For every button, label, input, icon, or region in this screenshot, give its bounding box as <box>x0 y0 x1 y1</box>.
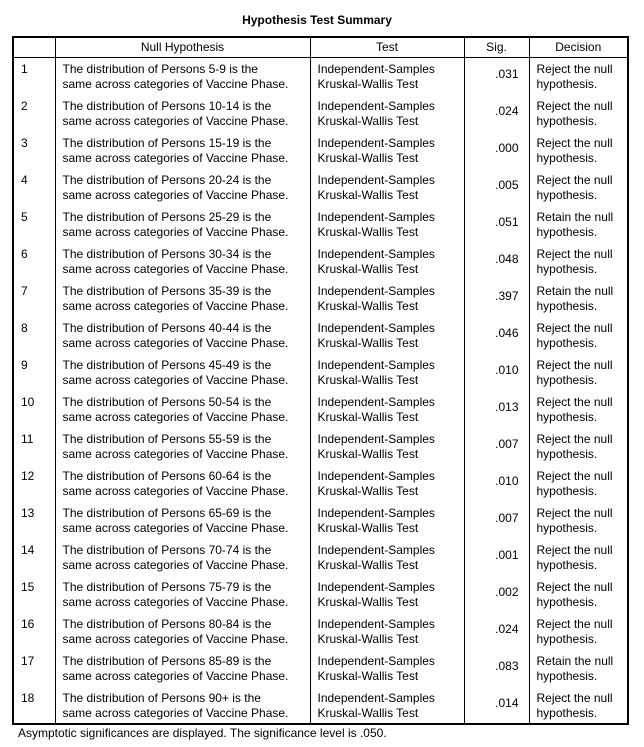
null-hypothesis-cell <box>55 465 310 502</box>
decision-line-1: Reject the null <box>536 320 613 335</box>
test-line-1: Independent-Samples <box>317 542 435 557</box>
table-row <box>13 58 628 95</box>
table-row <box>13 95 628 132</box>
header-row <box>13 37 628 58</box>
test-cell <box>310 280 464 317</box>
decision-cell <box>529 95 628 132</box>
table-row <box>13 132 628 169</box>
sig-cell: .024 <box>464 613 529 650</box>
test-line-1: Independent-Samples <box>317 468 435 483</box>
test-cell <box>310 428 464 465</box>
decision-line-1: Reject the null <box>536 357 613 372</box>
row-number: 10 <box>21 394 35 409</box>
null-hypothesis-cell <box>55 539 310 576</box>
test-line-2: Kruskal-Wallis Test <box>317 409 419 424</box>
sig-cell: .002 <box>464 576 529 613</box>
null-hypothesis-cell <box>55 95 310 132</box>
null-hypothesis-line-2: same across categories of Vaccine Phase. <box>62 594 289 609</box>
decision-line-2: hypothesis. <box>536 520 598 535</box>
test-line-2: Kruskal-Wallis Test <box>317 298 419 313</box>
decision-cell <box>529 354 628 391</box>
test-line-2: Kruskal-Wallis Test <box>317 372 419 387</box>
null-hypothesis-line-2: same across categories of Vaccine Phase. <box>62 113 289 128</box>
null-hypothesis-line-1: The distribution of Persons 20-24 is the <box>62 172 272 187</box>
test-line-2: Kruskal-Wallis Test <box>317 520 419 535</box>
test-line-2: Kruskal-Wallis Test <box>317 705 419 720</box>
test-line-2: Kruskal-Wallis Test <box>317 631 419 646</box>
decision-line-2: hypothesis. <box>536 483 598 498</box>
test-line-1: Independent-Samples <box>317 98 435 113</box>
decision-cell <box>529 687 628 724</box>
test-cell <box>310 465 464 502</box>
sig-cell: .014 <box>464 687 529 724</box>
test-line-2: Kruskal-Wallis Test <box>317 113 419 128</box>
test-line-1: Independent-Samples <box>317 579 435 594</box>
sig-cell: .007 <box>464 502 529 539</box>
decision-cell <box>529 317 628 354</box>
test-line-1: Independent-Samples <box>317 135 435 150</box>
test-line-2: Kruskal-Wallis Test <box>317 594 419 609</box>
row-number: 3 <box>21 135 28 150</box>
decision-line-2: hypothesis. <box>536 113 598 128</box>
null-hypothesis-cell <box>55 169 310 206</box>
test-line-2: Kruskal-Wallis Test <box>317 261 419 276</box>
test-line-2: Kruskal-Wallis Test <box>317 77 419 91</box>
test-line-2: Kruskal-Wallis Test <box>317 150 419 165</box>
header-sig: Sig. <box>464 37 529 58</box>
null-hypothesis-line-1: The distribution of Persons 25-29 is the <box>62 209 272 224</box>
test-cell <box>310 95 464 132</box>
null-hypothesis-cell <box>55 317 310 354</box>
decision-line-2: hypothesis. <box>536 557 598 572</box>
row-number: 5 <box>21 209 28 224</box>
decision-line-2: hypothesis. <box>536 668 598 683</box>
decision-cell <box>529 428 628 465</box>
decision-cell <box>529 391 628 428</box>
table-row <box>13 280 628 317</box>
null-hypothesis-cell <box>55 206 310 243</box>
test-cell <box>310 317 464 354</box>
decision-line-1: Reject the null <box>536 579 613 594</box>
row-number: 11 <box>21 431 34 446</box>
test-line-2: Kruskal-Wallis Test <box>317 483 419 498</box>
test-cell <box>310 576 464 613</box>
null-hypothesis-line-2: same across categories of Vaccine Phase. <box>62 224 289 239</box>
test-line-1: Independent-Samples <box>317 283 435 298</box>
sig-cell: .001 <box>464 539 529 576</box>
decision-line-2: hypothesis. <box>536 224 598 239</box>
table-row <box>13 539 628 576</box>
decision-line-2: hypothesis. <box>536 372 598 387</box>
decision-line-2: hypothesis. <box>536 150 598 165</box>
decision-cell <box>529 502 628 539</box>
null-hypothesis-line-1: The distribution of Persons 10-14 is the <box>62 98 272 113</box>
null-hypothesis-line-2: same across categories of Vaccine Phase. <box>62 483 289 498</box>
null-hypothesis-line-2: same across categories of Vaccine Phase. <box>62 150 289 165</box>
test-cell <box>310 613 464 650</box>
null-hypothesis-line-1: The distribution of Persons 90+ is the <box>62 690 261 705</box>
sig-cell: .051 <box>464 206 529 243</box>
table-row <box>13 317 628 354</box>
table-row <box>13 650 628 687</box>
test-line-1: Independent-Samples <box>317 320 435 335</box>
null-hypothesis-line-2: same across categories of Vaccine Phase. <box>62 520 289 535</box>
test-line-2: Kruskal-Wallis Test <box>317 224 419 239</box>
header-row-number <box>13 37 55 58</box>
null-hypothesis-cell <box>55 650 310 687</box>
test-cell <box>310 132 464 169</box>
sig-cell: .013 <box>464 391 529 428</box>
null-hypothesis-line-2: same across categories of Vaccine Phase. <box>62 668 289 683</box>
null-hypothesis-line-2: same across categories of Vaccine Phase. <box>62 77 289 91</box>
table-row <box>13 613 628 650</box>
test-line-1: Independent-Samples <box>317 431 435 446</box>
null-hypothesis-line-1: The distribution of Persons 55-59 is the <box>62 431 272 446</box>
null-hypothesis-line-1: The distribution of Persons 5-9 is the <box>62 62 258 76</box>
decision-line-2: hypothesis. <box>536 446 598 461</box>
row-number: 13 <box>21 505 35 520</box>
row-number: 17 <box>21 653 35 668</box>
header-decision: Decision <box>529 37 628 58</box>
null-hypothesis-line-1: The distribution of Persons 85-89 is the <box>62 653 272 668</box>
test-line-1: Independent-Samples <box>317 394 435 409</box>
table-row <box>13 428 628 465</box>
table-row <box>13 687 628 724</box>
decision-cell <box>529 206 628 243</box>
decision-line-1: Retain the null <box>536 209 614 224</box>
null-hypothesis-line-1: The distribution of Persons 45-49 is the <box>62 357 272 372</box>
decision-line-2: hypothesis. <box>536 705 598 720</box>
hypothesis-test-summary-table <box>12 36 629 725</box>
null-hypothesis-line-1: The distribution of Persons 40-44 is the <box>62 320 272 335</box>
decision-line-2: hypothesis. <box>536 335 598 350</box>
decision-line-2: hypothesis. <box>536 187 598 202</box>
decision-line-1: Reject the null <box>536 542 613 557</box>
sig-cell: .010 <box>464 354 529 391</box>
decision-cell <box>529 58 628 95</box>
sig-cell: .397 <box>464 280 529 317</box>
row-number: 16 <box>21 616 35 631</box>
null-hypothesis-cell <box>55 243 310 280</box>
null-hypothesis-cell <box>55 687 310 724</box>
decision-line-2: hypothesis. <box>536 594 598 609</box>
test-line-2: Kruskal-Wallis Test <box>317 335 419 350</box>
row-number: 4 <box>21 172 28 187</box>
null-hypothesis-line-2: same across categories of Vaccine Phase. <box>62 409 289 424</box>
null-hypothesis-cell <box>55 502 310 539</box>
table-row <box>13 465 628 502</box>
test-line-1: Independent-Samples <box>317 62 435 76</box>
null-hypothesis-line-2: same across categories of Vaccine Phase. <box>62 557 289 572</box>
table-row <box>13 243 628 280</box>
null-hypothesis-line-1: The distribution of Persons 65-69 is the <box>62 505 272 520</box>
decision-cell <box>529 613 628 650</box>
test-cell <box>310 502 464 539</box>
row-number: 12 <box>21 468 35 483</box>
null-hypothesis-line-2: same across categories of Vaccine Phase. <box>62 705 289 720</box>
decision-line-1: Reject the null <box>536 616 613 631</box>
row-number: 9 <box>21 357 28 372</box>
test-cell <box>310 169 464 206</box>
null-hypothesis-line-1: The distribution of Persons 70-74 is the <box>62 542 272 557</box>
sig-cell: .005 <box>464 169 529 206</box>
decision-line-1: Reject the null <box>536 135 613 150</box>
decision-cell <box>529 576 628 613</box>
test-line-1: Independent-Samples <box>317 246 435 261</box>
sig-cell: .024 <box>464 95 529 132</box>
table-row <box>13 391 628 428</box>
null-hypothesis-cell <box>55 58 310 95</box>
null-hypothesis-cell <box>55 132 310 169</box>
test-line-2: Kruskal-Wallis Test <box>317 446 419 461</box>
test-line-2: Kruskal-Wallis Test <box>317 187 419 202</box>
test-cell <box>310 58 464 95</box>
null-hypothesis-cell <box>55 280 310 317</box>
table-row <box>13 576 628 613</box>
decision-line-2: hypothesis. <box>536 631 598 646</box>
table-row <box>13 169 628 206</box>
table-row <box>13 502 628 539</box>
decision-cell <box>529 243 628 280</box>
test-line-1: Independent-Samples <box>317 209 435 224</box>
decision-line-1: Reject the null <box>536 431 613 446</box>
sig-cell: .031 <box>464 58 529 95</box>
row-number: 6 <box>21 246 28 261</box>
test-line-1: Independent-Samples <box>317 616 435 631</box>
row-number: 18 <box>21 690 35 705</box>
sig-cell: .000 <box>464 132 529 169</box>
null-hypothesis-line-1: The distribution of Persons 30-34 is the <box>62 246 272 261</box>
decision-line-1: Reject the null <box>536 468 613 483</box>
row-number: 1 <box>21 62 28 76</box>
null-hypothesis-cell <box>55 354 310 391</box>
decision-line-1: Reject the null <box>536 98 613 113</box>
test-cell <box>310 391 464 428</box>
decision-line-2: hypothesis. <box>536 409 598 424</box>
null-hypothesis-line-1: The distribution of Persons 80-84 is the <box>62 616 272 631</box>
decision-line-1: Reject the null <box>536 62 613 76</box>
test-cell <box>310 243 464 280</box>
decision-cell <box>529 169 628 206</box>
row-number: 15 <box>21 579 35 594</box>
test-line-1: Independent-Samples <box>317 690 435 705</box>
decision-cell <box>529 539 628 576</box>
null-hypothesis-cell <box>55 576 310 613</box>
decision-line-1: Reject the null <box>536 246 613 261</box>
row-number: 8 <box>21 320 28 335</box>
test-cell <box>310 650 464 687</box>
null-hypothesis-line-2: same across categories of Vaccine Phase. <box>62 335 289 350</box>
test-line-1: Independent-Samples <box>317 505 435 520</box>
decision-line-1: Reject the null <box>536 394 613 409</box>
null-hypothesis-line-2: same across categories of Vaccine Phase. <box>62 261 289 276</box>
sig-cell: .007 <box>464 428 529 465</box>
decision-line-1: Reject the null <box>536 505 613 520</box>
table-row <box>13 206 628 243</box>
null-hypothesis-cell <box>55 428 310 465</box>
decision-line-1: Retain the null <box>536 283 614 298</box>
table-title: Hypothesis Test Summary <box>242 13 392 27</box>
null-hypothesis-line-1: The distribution of Persons 60-64 is the <box>62 468 272 483</box>
test-cell <box>310 539 464 576</box>
test-line-1: Independent-Samples <box>317 172 435 187</box>
sig-cell: .048 <box>464 243 529 280</box>
null-hypothesis-line-1: The distribution of Persons 35-39 is the <box>62 283 272 298</box>
header-test: Test <box>310 37 464 58</box>
null-hypothesis-line-2: same across categories of Vaccine Phase. <box>62 298 289 313</box>
null-hypothesis-line-1: The distribution of Persons 75-79 is the <box>62 579 272 594</box>
sig-cell: .046 <box>464 317 529 354</box>
test-line-1: Independent-Samples <box>317 357 435 372</box>
table-row <box>13 354 628 391</box>
null-hypothesis-line-2: same across categories of Vaccine Phase. <box>62 631 289 646</box>
decision-line-2: hypothesis. <box>536 261 598 276</box>
row-number: 14 <box>21 542 35 557</box>
decision-cell <box>529 132 628 169</box>
row-number: 2 <box>21 98 28 113</box>
test-line-2: Kruskal-Wallis Test <box>317 557 419 572</box>
footnote: Asymptotic significances are displayed. The significance level is .050. <box>18 726 387 740</box>
sig-cell: .010 <box>464 465 529 502</box>
row-number: 7 <box>21 283 28 298</box>
header-null-hypothesis: Null Hypothesis <box>55 37 310 58</box>
null-hypothesis-line-1: The distribution of Persons 15-19 is the <box>62 135 272 150</box>
test-cell <box>310 687 464 724</box>
decision-line-1: Retain the null <box>536 653 614 668</box>
test-cell <box>310 354 464 391</box>
decision-cell <box>529 280 628 317</box>
null-hypothesis-line-2: same across categories of Vaccine Phase. <box>62 446 289 461</box>
null-hypothesis-line-1: The distribution of Persons 50-54 is the <box>62 394 272 409</box>
decision-line-2: hypothesis. <box>536 77 598 91</box>
null-hypothesis-line-2: same across categories of Vaccine Phase. <box>62 187 289 202</box>
decision-cell <box>529 465 628 502</box>
test-line-2: Kruskal-Wallis Test <box>317 668 419 683</box>
sig-cell: .083 <box>464 650 529 687</box>
decision-line-2: hypothesis. <box>536 298 598 313</box>
null-hypothesis-cell <box>55 613 310 650</box>
decision-line-1: Reject the null <box>536 690 613 705</box>
test-cell <box>310 206 464 243</box>
test-line-1: Independent-Samples <box>317 653 435 668</box>
null-hypothesis-line-2: same across categories of Vaccine Phase. <box>62 372 289 387</box>
decision-line-1: Reject the null <box>536 172 613 187</box>
null-hypothesis-cell <box>55 391 310 428</box>
decision-cell <box>529 650 628 687</box>
